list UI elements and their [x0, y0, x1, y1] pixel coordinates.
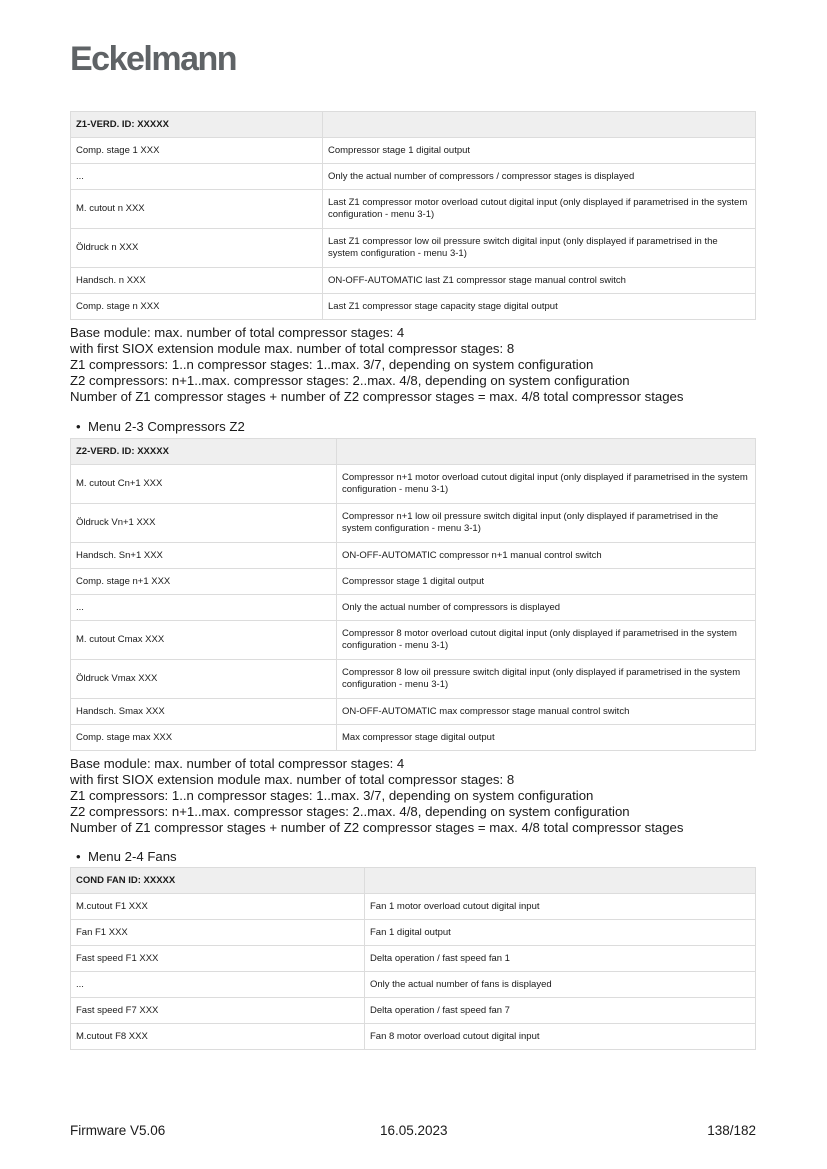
description-cell: Delta operation / fast speed fan 7 [365, 998, 756, 1024]
table-row [71, 595, 756, 621]
table-row [71, 569, 756, 595]
description-cell: Last Z1 compressor low oil pressure switch digital input (only displayed if parametrised in the system configuration - menu 3-1) [323, 229, 756, 268]
description-cell: ON-OFF-AUTOMATIC compressor n+1 manual control switch [337, 543, 756, 569]
parameter-cell: M. cutout Cn+1 XXX [71, 465, 337, 504]
z1-compressor-table [70, 111, 756, 320]
description-cell: Compressor stage 1 digital output [337, 569, 756, 595]
notes-z1 [70, 325, 683, 405]
table-row [71, 164, 756, 190]
note-line: Z2 compressors: n+1..max. compressor stages: 2..max. 4/8, depending on system configuration [70, 804, 630, 819]
table-header-row [71, 439, 756, 465]
z2-compressor-table [70, 438, 756, 751]
table-row [71, 229, 756, 268]
parameter-cell: M.cutout F8 XXX [71, 1024, 365, 1050]
eckelmann-logo: Eckelmann [70, 40, 237, 78]
description-cell: ON-OFF-AUTOMATIC max compressor stage manual control switch [337, 699, 756, 725]
note-line: with first SIOX extension module max. number of total compressor stages: 8 [70, 772, 515, 787]
description-cell: Compressor 8 low oil pressure switch digital input (only displayed if parametrised in the system configuration - menu 3-1) [337, 660, 756, 699]
description-cell: Delta operation / fast speed fan 1 [365, 946, 756, 972]
table-header-row [71, 868, 756, 894]
parameter-cell: ... [71, 972, 365, 998]
table-row [71, 268, 756, 294]
description-cell [365, 868, 756, 894]
note-line: Z2 compressors: n+1..max. compressor stages: 2..max. 4/8, depending on system configuration [70, 373, 630, 388]
parameter-cell: Öldruck Vn+1 XXX [71, 504, 337, 543]
fans-table [70, 867, 756, 1050]
description-cell: Last Z1 compressor stage capacity stage digital output [323, 294, 756, 320]
parameter-cell: Handsch. n XXX [71, 268, 323, 294]
table-row [71, 699, 756, 725]
bullet-text: Menu 2-3 Compressors Z2 [87, 419, 245, 434]
table-row [71, 894, 756, 920]
description-cell: ON-OFF-AUTOMATIC last Z1 compressor stage manual control switch [323, 268, 756, 294]
table-row [71, 138, 756, 164]
note-line: Z1 compressors: 1..n compressor stages: 1..max. 3/7, depending on system configuration [70, 788, 594, 803]
description-cell: Compressor stage 1 digital output [323, 138, 756, 164]
parameter-cell: Öldruck Vmax XXX [71, 660, 337, 699]
description-cell: Compressor n+1 motor overload cutout digital input (only displayed if parametrised in the system configuration - menu 3-1) [337, 465, 756, 504]
parameter-cell: Fast speed F7 XXX [71, 998, 365, 1024]
description-cell: Compressor 8 motor overload cutout digital input (only displayed if parametrised in the system configuration - menu 3-1) [337, 621, 756, 660]
bullet-menu-2-3: • Menu 2-3 Compressors Z2 [76, 419, 245, 434]
description-cell: Max compressor stage digital output [337, 725, 756, 751]
note-line: Z1 compressors: 1..n compressor stages: 1..max. 3/7, depending on system configuration [70, 357, 594, 372]
table-row [71, 294, 756, 320]
bullet-menu-2-4: • Menu 2-4 Fans [76, 849, 177, 864]
footer-page-number: 138/182 [707, 1123, 756, 1138]
description-cell [323, 112, 756, 138]
table-row [71, 190, 756, 229]
parameter-cell: COND FAN ID: XXXXX [71, 868, 365, 894]
table-row [71, 725, 756, 751]
parameter-cell: Comp. stage max XXX [71, 725, 337, 751]
table-row [71, 465, 756, 504]
table-header-row [71, 112, 756, 138]
footer-firmware: Firmware V5.06 [70, 1123, 166, 1138]
description-cell: Only the actual number of compressors / compressor stages is displayed [323, 164, 756, 190]
table-row [71, 972, 756, 998]
table-row [71, 920, 756, 946]
parameter-cell: Comp. stage 1 XXX [71, 138, 323, 164]
note-line: Number of Z1 compressor stages + number of Z2 compressor stages = max. 4/8 total compressor stages [70, 389, 684, 404]
parameter-cell: Fan F1 XXX [71, 920, 365, 946]
table-row [71, 504, 756, 543]
table-row [71, 946, 756, 972]
description-cell [337, 439, 756, 465]
description-cell: Only the actual number of compressors is displayed [337, 595, 756, 621]
description-cell: Fan 1 digital output [365, 920, 756, 946]
parameter-cell: M.cutout F1 XXX [71, 894, 365, 920]
parameter-cell: Z2-VERD. ID: XXXXX [71, 439, 337, 465]
description-cell: Compressor n+1 low oil pressure switch digital input (only displayed if parametrised in the system configuration - menu 3-1) [337, 504, 756, 543]
parameter-cell: Handsch. Smax XXX [71, 699, 337, 725]
parameter-cell: Handsch. Sn+1 XXX [71, 543, 337, 569]
parameter-cell: Comp. stage n+1 XXX [71, 569, 337, 595]
table-row [71, 660, 756, 699]
description-cell: Fan 1 motor overload cutout digital input [365, 894, 756, 920]
table-row [71, 1024, 756, 1050]
parameter-cell: M. cutout n XXX [71, 190, 323, 229]
parameter-cell: Öldruck n XXX [71, 229, 323, 268]
bullet-text: Menu 2-4 Fans [87, 849, 177, 864]
parameter-cell: M. cutout Cmax XXX [71, 621, 337, 660]
description-cell: Only the actual number of fans is displayed [365, 972, 756, 998]
parameter-cell: Fast speed F1 XXX [71, 946, 365, 972]
notes-z2 [70, 756, 683, 836]
parameter-cell: Z1-VERD. ID: XXXXX [71, 112, 323, 138]
note-line: Base module: max. number of total compressor stages: 4 [70, 325, 405, 340]
description-cell: Last Z1 compressor motor overload cutout digital input (only displayed if parametrised in the system configuration - menu 3-1) [323, 190, 756, 229]
table-row [71, 998, 756, 1024]
footer-date: 16.05.2023 [380, 1123, 448, 1138]
parameter-cell: ... [71, 164, 323, 190]
parameter-cell: Comp. stage n XXX [71, 294, 323, 320]
table-row [71, 621, 756, 660]
note-line: with first SIOX extension module max. number of total compressor stages: 8 [70, 341, 515, 356]
note-line: Number of Z1 compressor stages + number of Z2 compressor stages = max. 4/8 total compressor stages [70, 820, 684, 835]
description-cell: Fan 8 motor overload cutout digital input [365, 1024, 756, 1050]
table-row [71, 543, 756, 569]
note-line: Base module: max. number of total compressor stages: 4 [70, 756, 405, 771]
parameter-cell: ... [71, 595, 337, 621]
